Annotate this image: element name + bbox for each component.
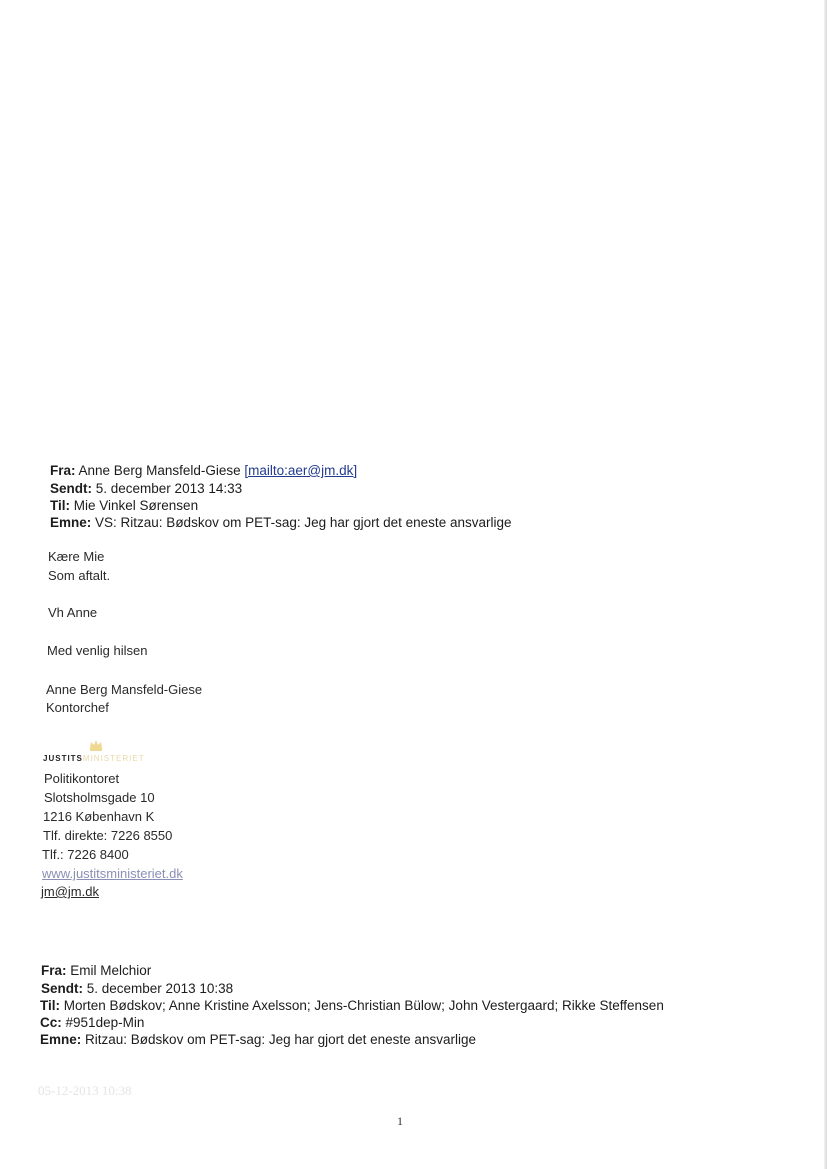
email1-subject-value: VS: Ritzau: Bødskov om PET-sag: Jeg har gjort det eneste ansvarlige (95, 515, 512, 530)
email2-cc-row (40, 1015, 144, 1031)
crown-icon (89, 739, 103, 751)
email1-greeting: Kære Mie (48, 549, 105, 564)
signature-phone: Tlf.: 7226 8400 (42, 847, 129, 862)
email1-sent-value: 5. december 2013 14:33 (95, 481, 243, 496)
email2-sent-row (41, 981, 233, 997)
email2-to-row (40, 998, 664, 1014)
signature-address-city: 1216 København K (43, 809, 155, 824)
logo-text-faint: MINISTERIET (82, 754, 145, 763)
email2-subject-value: Ritzau: Bødskov om PET-sag: Jeg har gjort det eneste ansvarlige (85, 1032, 476, 1047)
email1-to-label: Til: (50, 498, 70, 513)
email2-to-label: Til: (40, 998, 60, 1013)
email2-to-value: Morten Bødskov; Anne Kristine Axelsson; Jens-Christian Bülow; John Vestergaard; Rikke Steffensen (63, 998, 664, 1013)
email2-cc-label: Cc: (40, 1015, 62, 1030)
email1-closing-short: Vh Anne (48, 605, 98, 620)
email2-from-row (41, 963, 151, 979)
signature-address-street: Slotsholmsgade 10 (44, 790, 155, 805)
email1-from-mailto-link[interactable]: [mailto:aer@jm.dk] (244, 463, 358, 478)
email1-subject-row (50, 515, 511, 531)
justitsministeriet-logo (43, 739, 173, 767)
signature-email-link[interactable]: jm@jm.dk (41, 884, 99, 899)
email1-from-row (50, 463, 357, 479)
email1-to-value: Mie Vinkel Sørensen (73, 498, 199, 513)
email1-sent-row (50, 481, 242, 497)
email2-from-label: Fra: (41, 963, 67, 978)
email1-sent-label: Sendt: (50, 481, 92, 496)
email1-to-row (50, 498, 198, 514)
faded-timestamp: 05-12-2013 10:38 (38, 1083, 132, 1098)
email2-subject-label: Emne: (40, 1032, 82, 1047)
email1-closing: Med venlig hilsen (47, 643, 148, 658)
signature-phone-direct: Tlf. direkte: 7226 8550 (43, 828, 173, 843)
email1-from-value: Anne Berg Mansfeld-Giese (78, 463, 241, 478)
logo-text: JUSTITS (43, 754, 83, 763)
email2-from-value: Emil Melchior (70, 963, 152, 978)
email1-subject-label: Emne: (50, 515, 92, 530)
email2-sent-label: Sendt: (41, 981, 83, 996)
signature-department: Politikontoret (44, 771, 120, 786)
signature-title: Kontorchef (46, 700, 109, 715)
email2-cc-value: #951dep-Min (65, 1015, 145, 1030)
signature-name: Anne Berg Mansfeld-Giese (46, 682, 203, 697)
page-number: 1 (397, 1114, 403, 1128)
email1-body-line: Som aftalt. (48, 568, 111, 583)
email2-sent-value: 5. december 2013 10:38 (86, 981, 234, 996)
email1-from-label: Fra: (50, 463, 76, 478)
signature-website-link[interactable]: www.justitsministeriet.dk (42, 866, 183, 881)
email2-subject-row (40, 1032, 476, 1048)
logo-wordmark (43, 754, 145, 763)
